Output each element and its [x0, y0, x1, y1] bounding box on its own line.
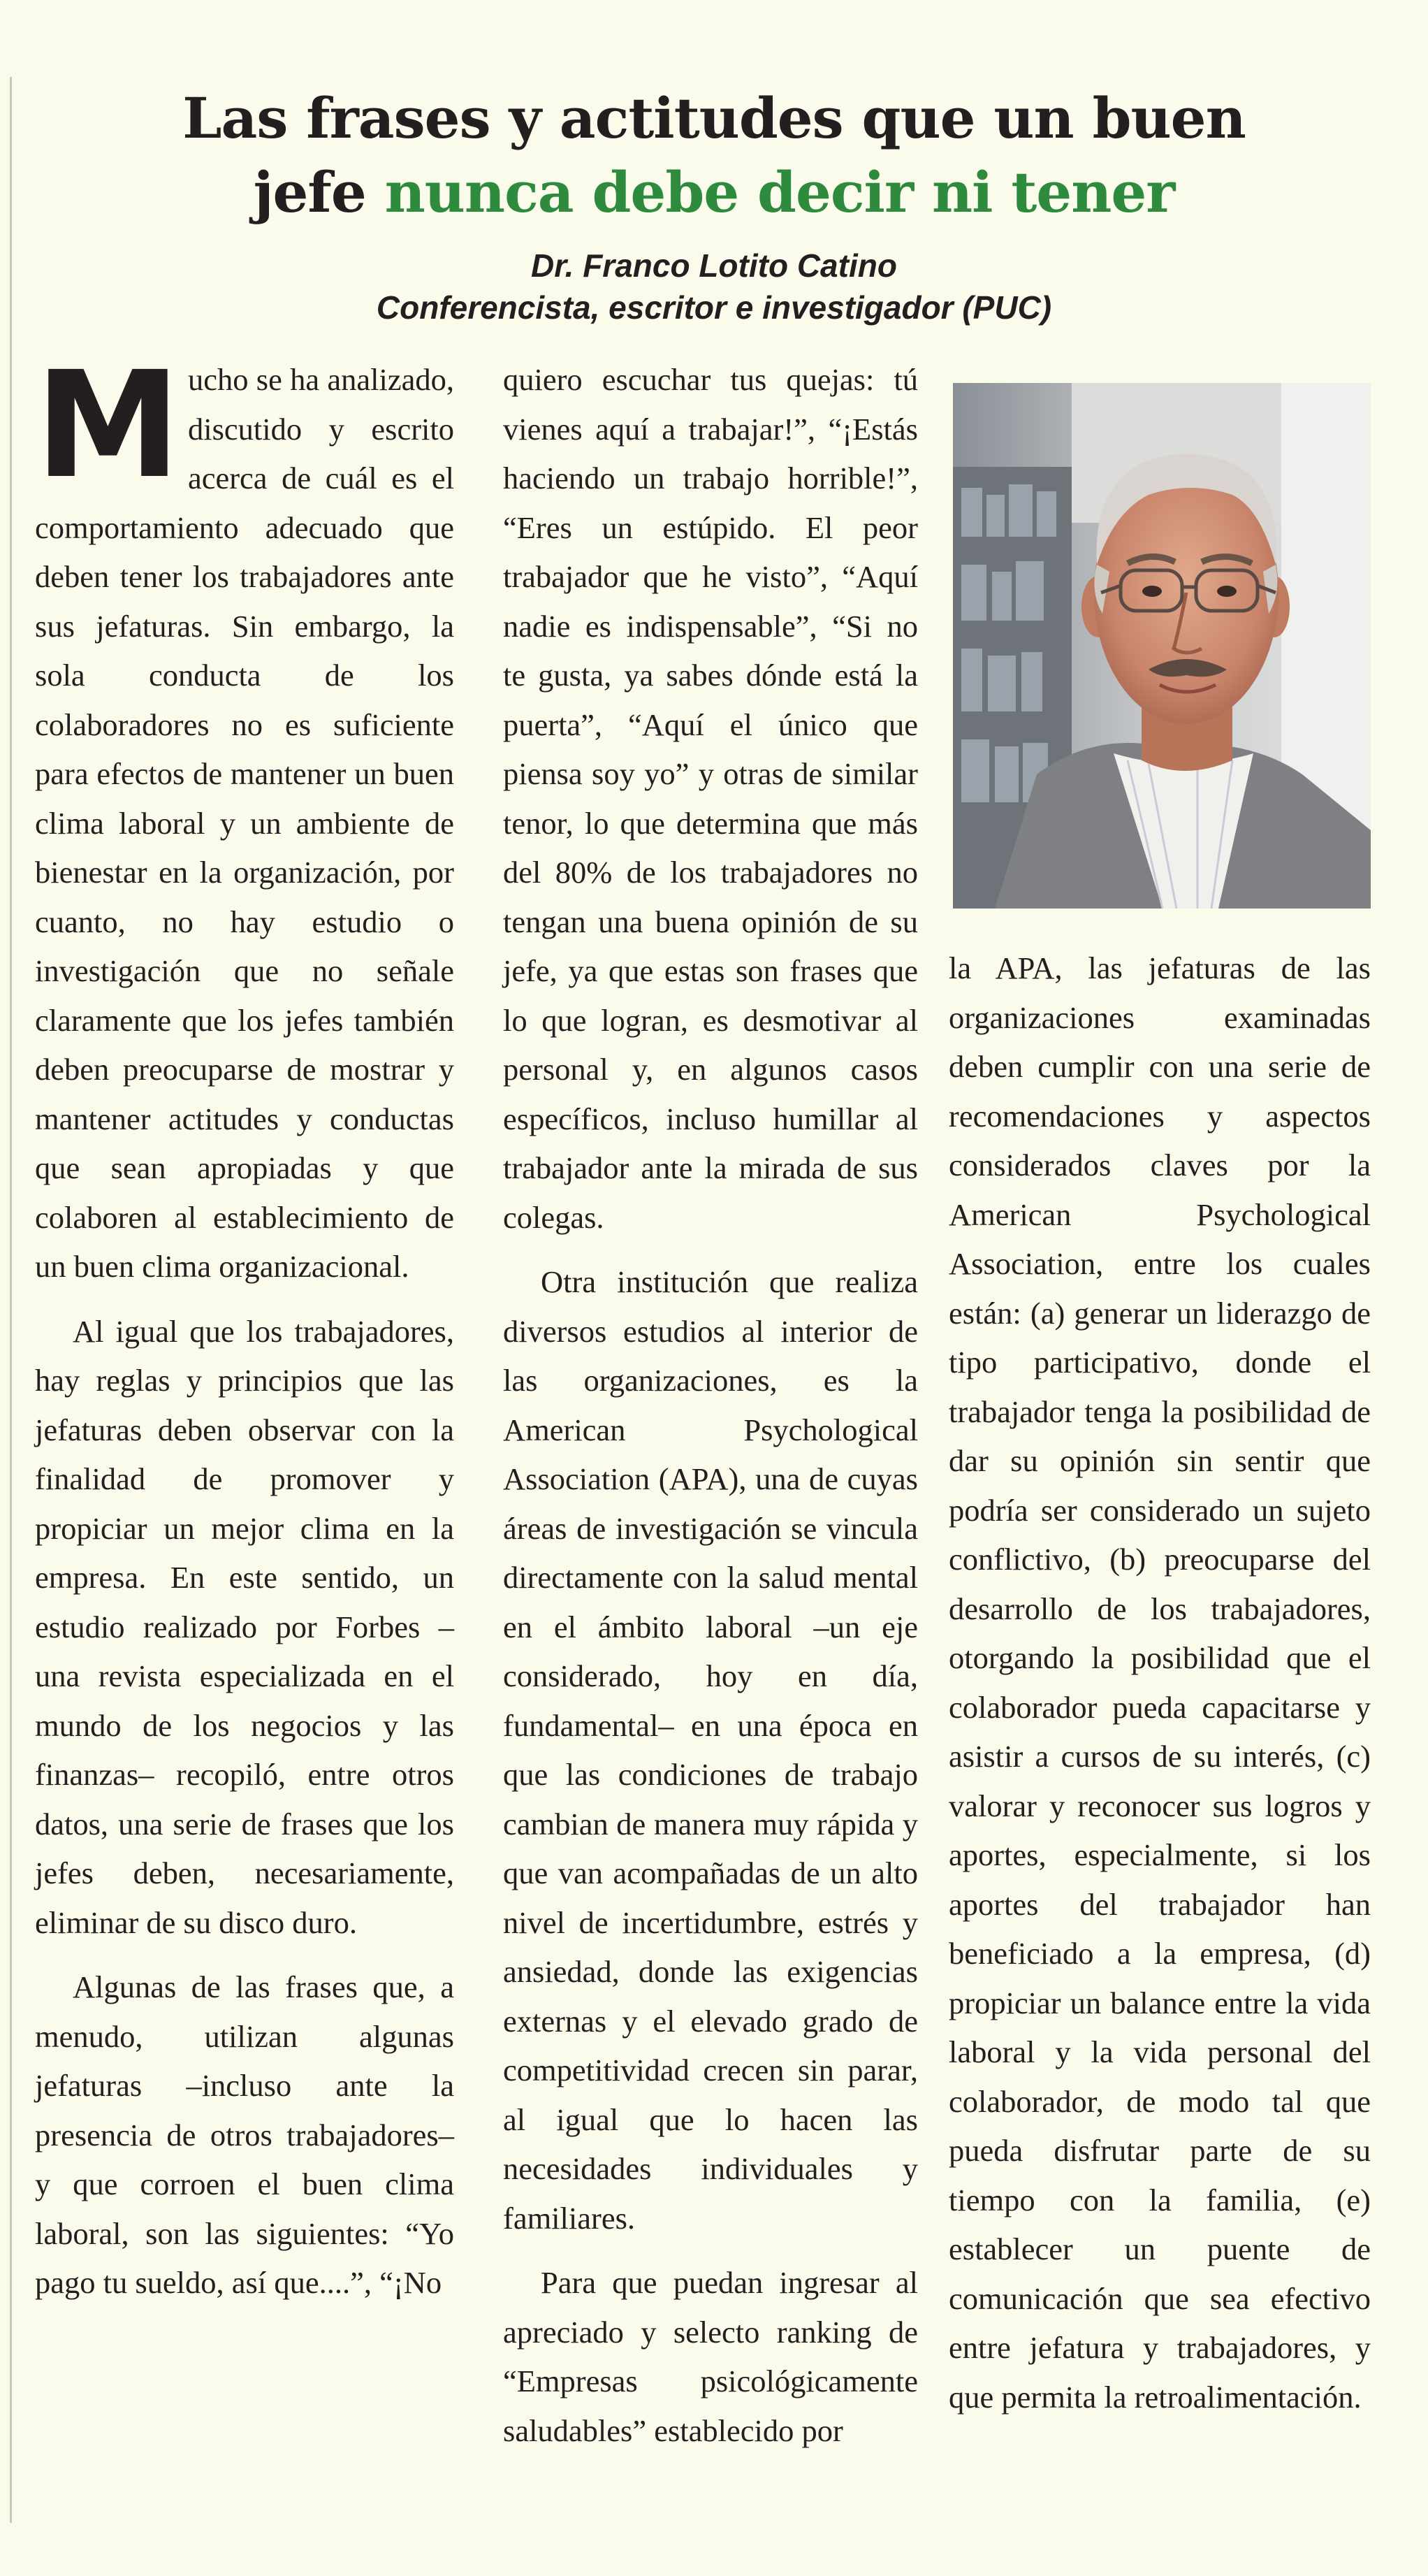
title-word-jefe: jefe: [253, 159, 366, 225]
title-highlight: nunca debe decir ni tener: [384, 159, 1175, 225]
paragraph-5-continued: la APA, las jefaturas de las organizaciones examinadas deben cumplir con una serie de recomendaciones y aspectos considerados claves por la American Psychological Association, entre los cuales están: (a) generar un liderazgo de tipo participativo, donde el trabajador tenga la posibilidad de dar su opinión sin sentir que podría ser considerado un sujeto conflictivo, (b) preocuparse del desarrollo de los trabajadores, otorgando la posibilidad que el colaborador pueda capacitarse y asistir a cursos de su interés, (c) valorar y reconocer sus logros y aportes, especialmente, si los aportes del trabajador han beneficiado a la empresa, (d) propiciar un balance entre la vida laboral y la vida personal del colaborador, de modo tal que pueda disfrutar parte de su tiempo con la familia, (e) establecer un puente de comunicación que sea efectivo entre jefatura y trabajadores, y que permita la retroalimentación.: [949, 950, 1371, 2415]
column-2: [503, 355, 918, 2455]
page-border: [10, 77, 12, 2523]
title-line-1: Las frases y actitudes que un buen: [182, 85, 1246, 151]
author-role: Conferencista, escritor e investigador (PUC): [376, 289, 1052, 326]
column-1: [35, 340, 454, 2308]
paragraph-2: Al igual que los trabajadores, hay reglas y principios que las jefaturas deben observar con la finalidad de promover y propiciar un mejor clima en la empresa. En este sentido, un estudio realizado por Forbes –una revista especializada en el mundo de los negocios y las finanzas– recopiló, entre otros datos, una serie de frases que los jefes deben, necesariamente, eliminar de su disco duro.: [35, 1313, 454, 1940]
author-name: Dr. Franco Lotito Catino: [531, 247, 897, 284]
paragraph-3: Algunas de las frases que, a menudo, utilizan algunas jefaturas –incluso ante la presencia de otros trabajadores– y que corroen el buen clima laboral, son las siguientes: “Yo pago tu sueldo, así que....”, “¡No: [35, 1969, 454, 2300]
article-title: [0, 81, 1428, 229]
author-portrait-illustration: [953, 383, 1371, 909]
byline: [0, 245, 1428, 328]
paragraph-5: Para que puedan ingresar al apreciado y selecto ranking de “Empresas psicológicamente saludables” establecido por: [503, 2265, 918, 2448]
paragraph-1: [35, 340, 454, 1291]
drop-cap: M: [35, 340, 177, 511]
paragraph-1-text: ucho se ha analizado, discutido y escrito acerca de cuál es el comportamiento adecuado que deben tener los trabajadores ante sus jefaturas. Sin embargo, la sola conducta de los colaboradores no es suficiente para efectos de mantener un buen clima laboral y un ambiente de bienestar en la organización, por cuanto, no hay estudio o investigación que no señale claramente que los jefes también deben preocuparse de mostrar y mantener actitudes y conductas que sean apropiadas y que colaboren al establecimiento de un buen clima organizacional.: [35, 362, 454, 1284]
column-3: [949, 943, 1371, 2422]
paragraph-4: Otra institución que realiza diversos estudios al interior de las organizaciones, es la American Psychological Association (APA), una de cuyas áreas de investigación se vincula directamente con la salud mental en el ámbito laboral –un eje considerado, hoy en día, fundamental– en una época en que las condiciones de trabajo cambian de manera muy rápida y que van acompañadas de un alto nivel de incertidumbre, estrés y ansiedad, donde las exigencias externas y el elevado grado de competitividad crecen sin parar, al igual que lo hacen las necesidades individuales y familiares.: [503, 1264, 918, 2236]
paragraph-3-continued: quiero escuchar tus quejas: tú vienes aquí a trabajar!”, “¡Estás haciendo un trabajo horrible!”, “Eres un estúpido. El peor trabajador que he visto”, “Aquí nadie es indispensable”, “Si no te gusta, ya sabes dónde está la puerta”, “Aquí el único que piensa soy yo” y otras de similar tenor, lo que determina que más del 80% de los trabajadores no tengan una buena opinión de su jefe, ya que estas son frases que lo que logran, es desmotivar al personal y, en algunos casos específicos, incluso humillar al trabajador ante la mirada de sus colegas.: [503, 362, 918, 1235]
author-photo: [953, 383, 1371, 909]
